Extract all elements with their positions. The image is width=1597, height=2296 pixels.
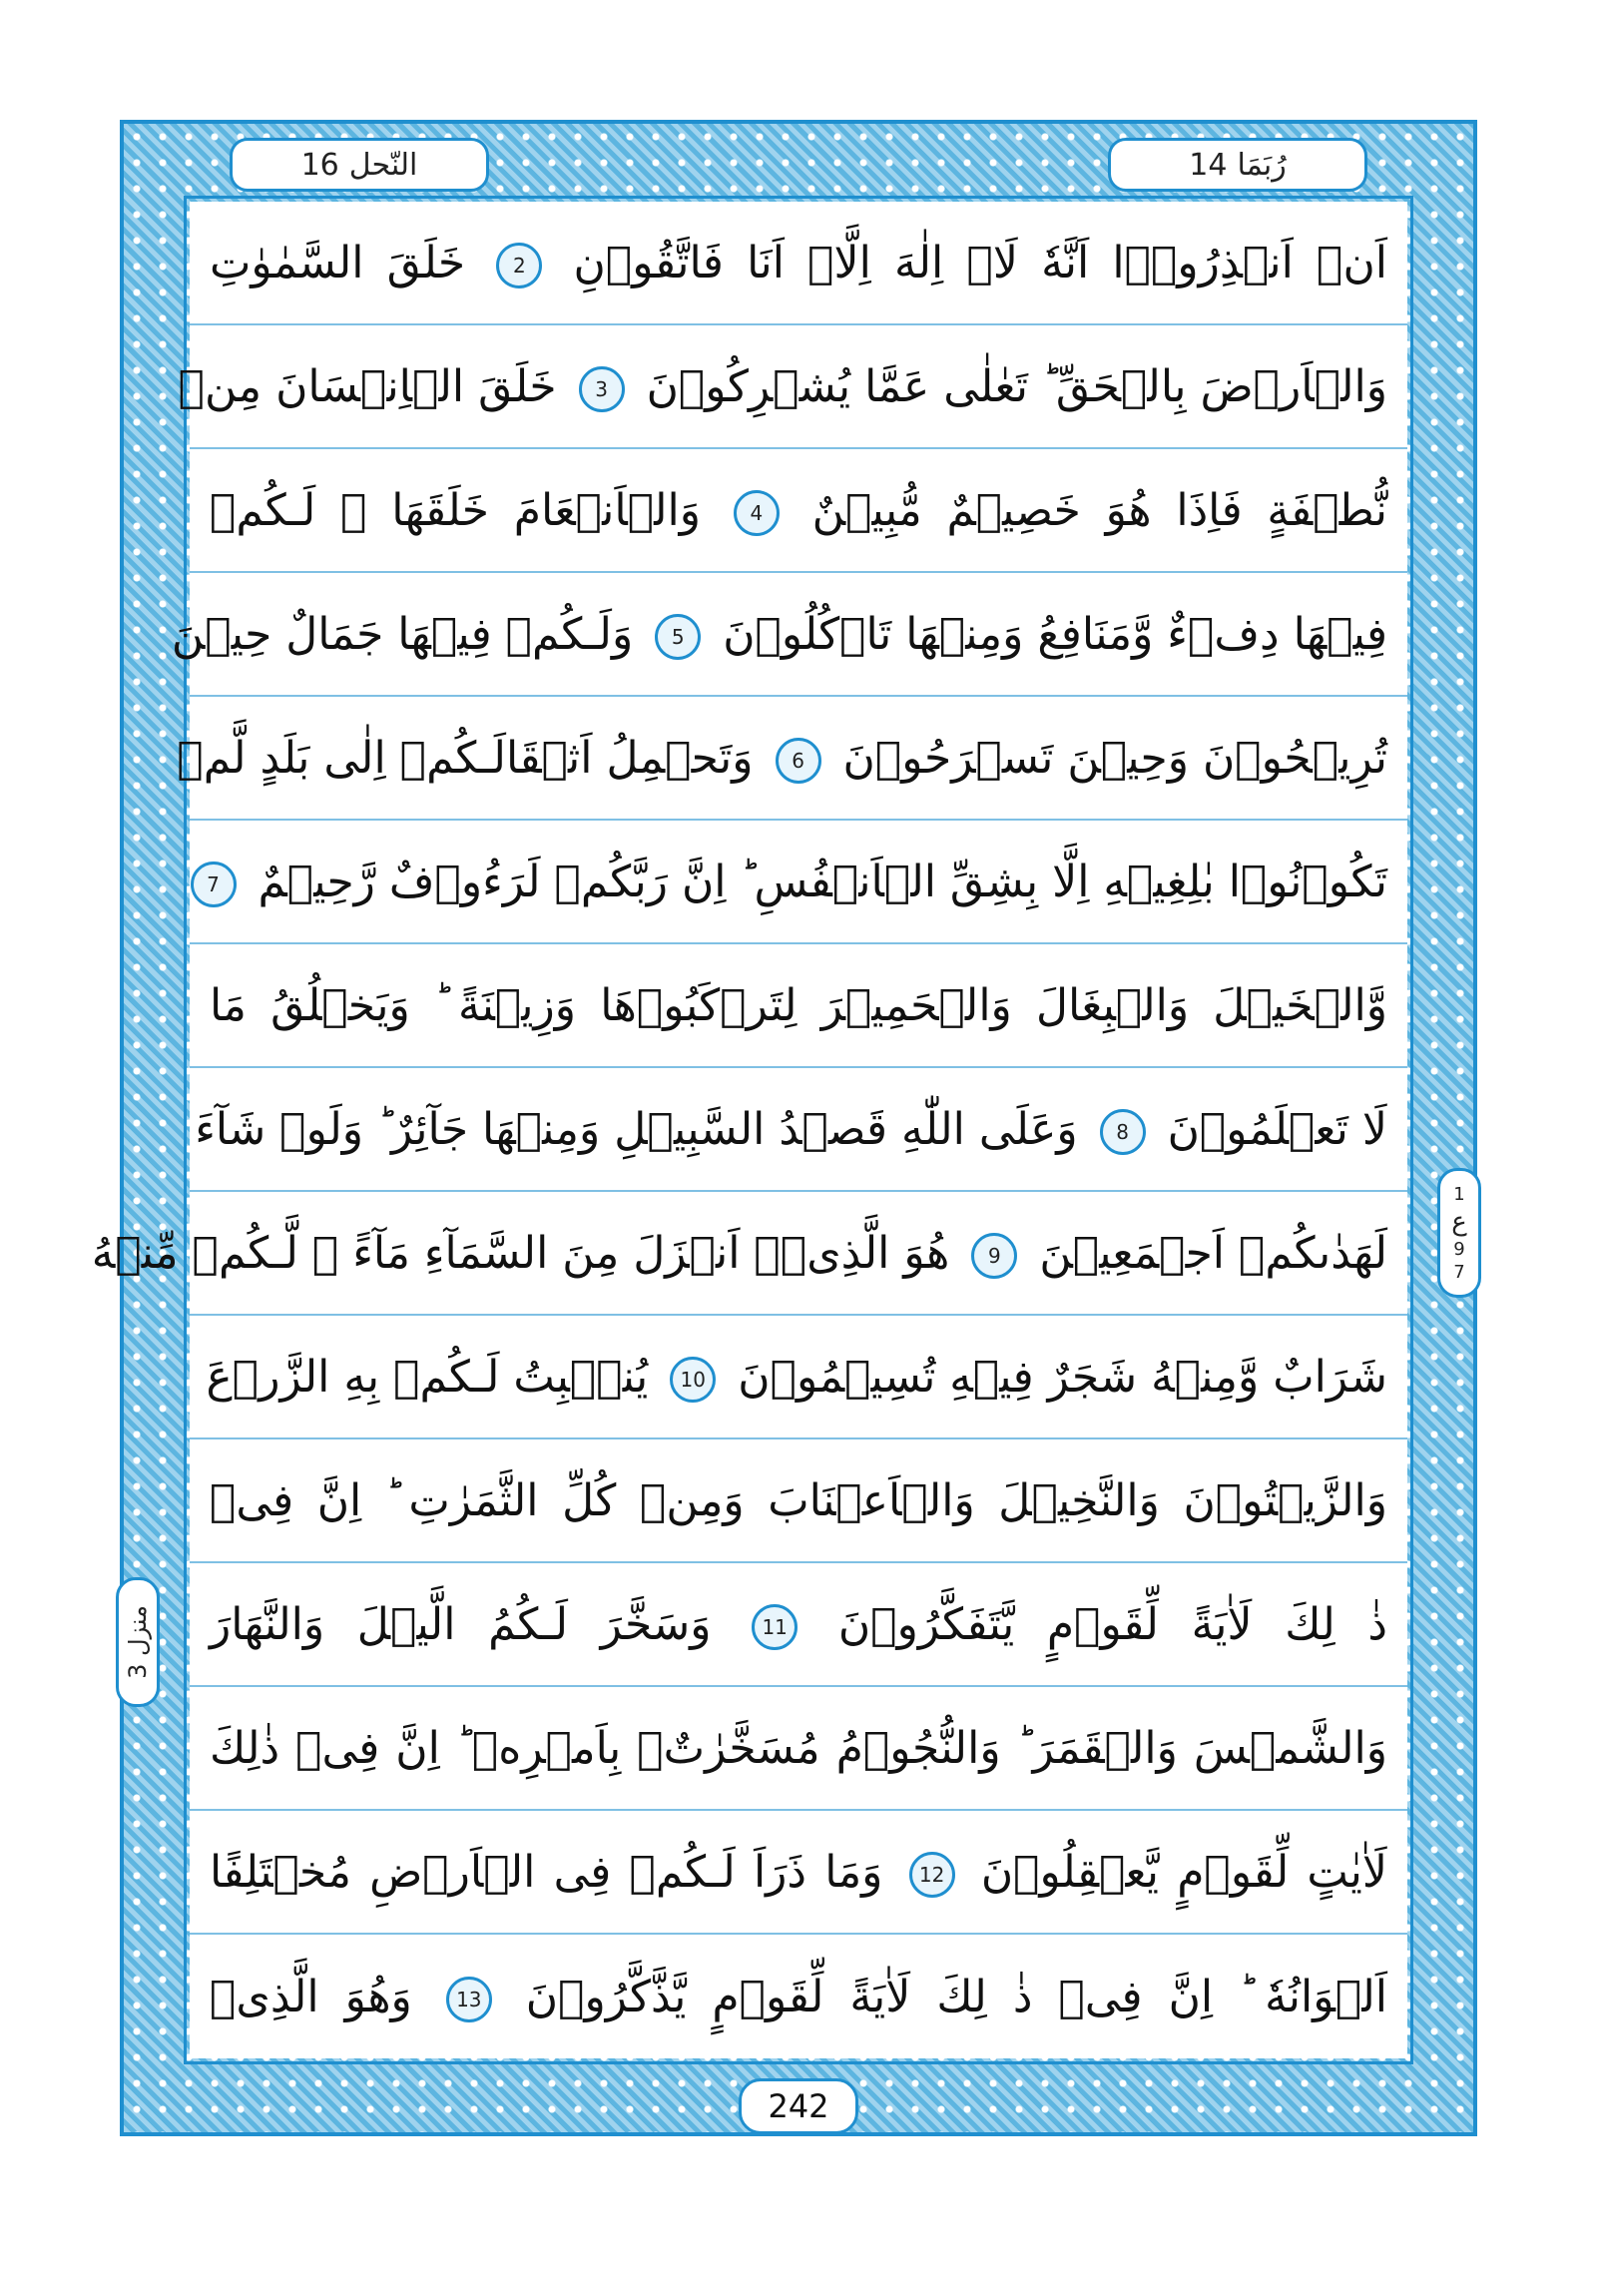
line-text-after: هُوَ الَّذِىۡۤ اَنۡزَلَ مِنَ السَّمَآءِ مَآءً ۚ لَّـكُمۡ مِّنۡهُ [91, 1227, 950, 1279]
line-text-after: وَسَخَّرَ لَـكُمُ الَّيۡلَ وَالنَّهَارَ [210, 1598, 712, 1650]
line-text-before: وَالۡاَرۡضَ بِالۡحَقِّ ؕ تَعٰلٰى عَمَّا يُشۡرِكُوۡنَ [646, 360, 1387, 412]
text-line [190, 821, 1407, 944]
manzil-label: منزل 3 [124, 1605, 152, 1679]
line-text-before: لَاٰيٰتٍ لِّقَوۡمٍ يَّعۡقِلُوۡنَ [980, 1846, 1387, 1898]
line-text-before: اَنۡ اَنۡذِرُوۡۤا اَنَّهٗ لَاۤ اِلٰهَ اِلَّاۤ اَنَا فَاتَّقُوۡنِ [573, 237, 1387, 288]
manzil-marker [116, 1577, 160, 1707]
ruku-marker [1437, 1168, 1481, 1298]
juz-name: رُبَمَا [1237, 147, 1287, 183]
ayah-number-marker: 2 [496, 243, 542, 288]
juz-name-label [1108, 138, 1367, 192]
line-text-after: وَمَا ذَرَاَ لَـكُمۡ فِى الۡاَرۡضِ مُخۡتَلِفًا [210, 1846, 883, 1898]
line-text-before: وَالشَّمۡسَ وَالۡقَمَرَ ؕ وَالنُّجُوۡمُ مُسَخَّرٰتٌۢ بِاَمۡرِهٖ ؕ اِنَّ فِىۡ ذٰلِكَ [210, 1722, 1387, 1774]
ayah-number-marker: 8 [1100, 1109, 1146, 1155]
ayah-number-marker: 12 [909, 1852, 955, 1898]
text-line [190, 449, 1407, 573]
text-line [190, 1316, 1407, 1439]
line-text-before: نُّطۡفَةٍ فَاِذَا هُوَ خَصِيۡمٌ مُّبِيۡنٌ [811, 484, 1387, 536]
line-text-before: اَلۡوَانُهٗ ؕ اِنَّ فِىۡ ذٰ لِكَ لَاٰيَةً لِّقَوۡمٍ يَّذَّكَّرُوۡنَ [525, 1971, 1387, 2022]
line-text-before: ذٰ لِكَ لَاٰيَةً لِّقَوۡمٍ يَّتَفَكَّرُوۡنَ [837, 1598, 1388, 1650]
surah-number: 16 [300, 147, 339, 183]
ayah-number-marker: 7 [191, 861, 237, 907]
ayah-number-marker: 6 [776, 738, 821, 784]
text-line [190, 1811, 1407, 1935]
surah-name: النّحل [348, 147, 418, 183]
text-line [178, 325, 1407, 449]
ayah-number-marker: 13 [446, 1977, 492, 2022]
text-line [190, 1068, 1407, 1192]
ayah-number-marker: 3 [579, 366, 625, 412]
line-text-after: وَعَلَى اللّٰهِ قَصۡدُ السَّبِيۡلِ وَمِنۡهَا جَآئِرٌ ؕ وَلَوۡ شَآءَ [195, 1103, 1078, 1155]
line-text-before: وَالزَّيۡتُوۡنَ وَالنَّخِيۡلَ وَالۡاَعۡنَابَ وَمِنۡ كُلِّ الثَّمَرٰتِ ؕ اِنَّ فِىۡ [210, 1474, 1387, 1526]
ayah-number-marker: 10 [670, 1357, 716, 1403]
line-text-after: يُنۡۢبِتُ لَـكُمۡ بِهِ الزَّرۡعَ [206, 1351, 649, 1403]
text-line [177, 697, 1407, 821]
line-text-before: تُرِيۡحُوۡنَ وَحِيۡنَ تَسۡرَحُوۡنَ [842, 732, 1387, 784]
ruku-middle-number: 9 [1453, 1238, 1465, 1260]
ruku-ain-symbol: ع [1451, 1206, 1467, 1237]
text-line [190, 944, 1407, 1068]
line-text-after: وَتَحۡمِلُ اَثۡقَالَـكُمۡ اِلٰى بَلَدٍ لَّمۡ [177, 732, 754, 784]
line-text-before: تَكُوۡنُوۡا بٰلِغِيۡهِ اِلَّا بِشِقِّ الۡاَنۡفُسِ ؕ اِنَّ رَبَّكُمۡ لَرَءُوۡفٌ رَّحِيۡمٌ [258, 856, 1387, 907]
text-line [171, 573, 1407, 697]
text-line [190, 1563, 1407, 1687]
line-text-before: وَّالۡخَيۡلَ وَالۡبِغَالَ وَالۡحَمِيۡرَ لِتَرۡكَبُوۡهَا وَزِيۡنَةً ؕ وَيَخۡلُقُ مَا [210, 979, 1387, 1031]
line-text-after: وَالۡاَنۡعَامَ خَلَقَهَا ۚ لَـكُمۡ [210, 484, 702, 536]
text-line [91, 1192, 1407, 1316]
ruku-top-number: 1 [1453, 1183, 1465, 1205]
text-line [190, 1439, 1407, 1563]
text-line [190, 1687, 1407, 1811]
line-text-before: فِيۡهَا دِفۡءٌ وَّمَنَافِعُ وَمِنۡهَا تَاۡكُلُوۡنَ [723, 608, 1387, 660]
line-text-before: شَرَابٌ وَّمِنۡهُ شَجَرٌ فِيۡهِ تُسِيۡمُوۡنَ [738, 1351, 1387, 1403]
ayah-number-marker: 5 [655, 614, 701, 660]
line-text-after: وَلَـكُمۡ فِيۡهَا جَمَالٌ حِيۡنَ [171, 608, 634, 660]
surah-name-label [230, 138, 489, 192]
ayah-number-marker: 11 [752, 1604, 798, 1650]
juz-number: 14 [1189, 147, 1228, 183]
ayah-number-marker: 4 [734, 490, 780, 536]
line-text-after: خَلَقَ السَّمٰوٰتِ [210, 237, 466, 288]
page-number: 242 [739, 2078, 858, 2134]
ayah-number-marker: 9 [971, 1233, 1017, 1279]
text-line [190, 1935, 1407, 2058]
line-text-after: خَلَقَ الۡاِنۡسَانَ مِنۡ [178, 360, 557, 412]
ruku-bottom-number: 7 [1453, 1261, 1465, 1283]
line-text-before: لَا تَعۡلَمُوۡنَ [1167, 1103, 1387, 1155]
line-text-before: لَهَدٰٮكُمۡ اَجۡمَعِيۡنَ [1039, 1227, 1387, 1279]
line-text-after: وَهُوَ الَّذِىۡ [210, 1971, 412, 2022]
text-line [190, 202, 1407, 325]
